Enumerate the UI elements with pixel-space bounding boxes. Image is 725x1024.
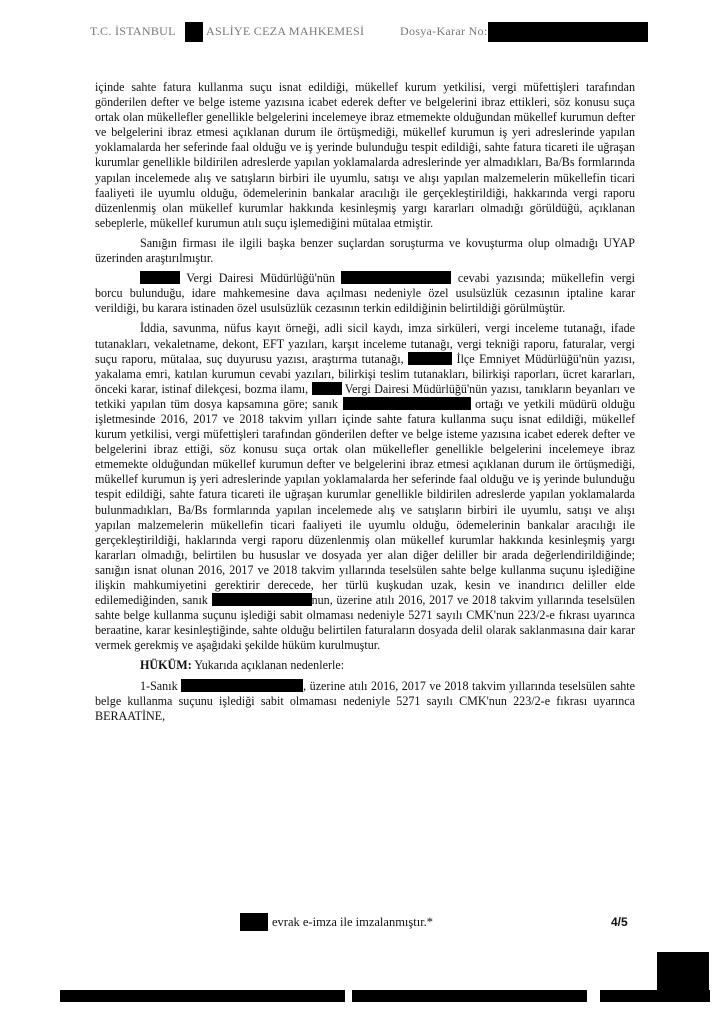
redaction-bar	[352, 990, 587, 1002]
paragraph: Sanığın firması ile ilgili başka benzer suçlardan soruşturma ve kovuşturma olup olmadığı UYAP üzerinden araştırılmıştır.	[95, 235, 635, 266]
verdict-intro: Yukarıda açıklanan nedenlerle:	[194, 658, 345, 673]
paragraph-text: ortağı ve yetkili müdürü olduğu işletmesinde 2016, 2017 ve 2018 takvim yılları içinde sahte fatura kullanma suçu isnat edildiği, mükellef kurum yetkilisi, vergi müfettişleri tarafından gönderilen defter ve belge isteme yazısına icabet ederek defter ve belgelerini ibraz ettiği, söz konusu suça ortak olan mükellefler genellikle belgelerini incelemeye ibraz etmemekte olduğundan mükellef kurumun defter ve belgelerini ibraz etmesi açıklanan durum ile örtüşmediği, mükellef kurumun iş yeri adreslerinde yapılan yoklamalarda her seferinde faal olduğu ve iş yerinde bulunduğu tespit edildiği, sahte fatura ticareti ile uğraşan kurumlar genellikle bildirilen adreslerde yapılan yoklamalarda bulunmadıkları, Ba/Bs formlarında yapılan incelemede alış ve satışların birbiri ile uyumlu, satışı ve alışı yapılan malzemelerin mükellefin ticari faaliyeti ile uyumlu olduğu, ödemelerinin bankalar aracılığı ile gerçekleştirildiği, haklarında vergi raporu düzenlenmiş olan mükellef kurumlar hakkında kesinleşmiş yargı kararları olmadığı, belirtilen bu hususlar ve dosyada yer alan diğer deliller bir arada değerlendirildiğinde; sanığın isnat olunan 2016, 2017 ve 2018 takvim yıllarında teselsülen sahte belge kullanma suçunu işlediğine ilişkin mahkumiyetini gerektirir derecede, her türlü kuşkudan uzak, kesin ve inandırıcı deliller elde edilemediğinden, sanık	[95, 396, 636, 608]
paragraph-text: İddia, savunma, nüfus kayıt örneği, adli sicil kaydı, imza sirküleri, vergi inceleme tutanağı, ifade tutanakları, vekaletname, dekont, EFT yazıları, karşıt inceleme tutanağı, vergi tekniği raporu, faturalar, vergi suçu raporu, mütalaa, suç duyurusu yazısı, araştırma tutanağı,	[95, 321, 635, 366]
redaction-bar	[343, 397, 471, 410]
redaction-bar	[240, 913, 268, 931]
file-number-label: Dosya-Karar No:	[400, 24, 488, 38]
redaction-bar	[341, 271, 451, 284]
paragraph-text: cevabi yazısında; mükellefin vergi borcu bulunduğu, idare mahkemesine dava açılması nedeniyle özel usulsüzlük cezasının iptaline karar verildiği, bu karara istinaden özel usulsüzlük cezasının terkin edildiğinin belirtildiği görülmüştür.	[95, 271, 635, 316]
paragraph-text: Vergi Dairesi Müdürlüğü'nün yazısı, tanıkların beyanları ve tetkiki yapılan tüm dosya kapsamına göre; sanık	[95, 381, 635, 411]
redaction-bar	[212, 593, 312, 606]
verdict-item	[95, 679, 635, 724]
paragraph: içinde sahte fatura kullanma suçu isnat edildiği, mükellef kurum yetkilisi, vergi müfettişleri tarafından gönderilen defter ve belge isteme yazısına icabet ederek defter ve belgelerini ibraz ettikleri, söz konusu suça ortak olan mükellefler genellikle belgelerini incelemeye ibraz etmemekte olduğundan mükellef kurumun defter ve belgelerini ibraz etmesi açıklanan durum ile örtüşmediği, mükellef kurumun iş yeri adreslerinde yapılan yoklamalarda her seferinde faal olduğu ve iş yerinde bulunduğu tespit edildiği, sahte fatura ticareti ile uğraşan kurumlar genellikle bildirilen adreslerde yapılan yoklamalarda adreslerinde yer almadıkları, Ba/Bs formlarında yapılan incelemede alış ve satışların birbiri ile uyumlu, satışı ve alışı yapılan malzemelerin mükellefin ticari faaliyeti ile uyumlu olduğu, ödemelerinin bankalar aracılığı ile gerçekleştirildiği, hakkarında vergi raporu düzenlenmiş olan mükellef kurumlar hakkında kesinleşmiş yargı kararları olmadığı görüldüğü, açıklanan sebeplerle, mükellef kurumun atılı suçu işlemediğini mütalaa etmiştir.	[95, 80, 635, 230]
paragraph-text: , üzerine atılı 2016, 2017 ve 2018 takvim yıllarında teselsülen sahte belge kullanma suçunu işlediği sabit olmaması nedeniyle 5271 sayılı CMK'nun 223/2-e fıkrası uyarınca BERAATİNE,	[95, 678, 635, 723]
paragraph-text: 1-Sanık	[140, 678, 178, 693]
redaction-bar	[60, 990, 345, 1002]
paragraph	[95, 321, 635, 653]
redaction-bar	[600, 990, 710, 1002]
court-name-prefix: T.C. İSTANBUL	[90, 24, 176, 38]
page-footer	[0, 913, 725, 933]
redaction-block	[657, 952, 709, 992]
redaction-bar	[140, 271, 180, 284]
e-signature-note: evrak e-imza ile imzalanmıştır.*	[272, 915, 434, 929]
paragraph	[95, 271, 635, 316]
page-header	[90, 22, 650, 42]
redaction-bar	[408, 352, 452, 365]
redaction-bar	[185, 22, 203, 42]
paragraph-text: Vergi Dairesi Müdürlüğü'nün	[186, 271, 335, 286]
court-name-suffix: ASLİYE CEZA MAHKEMESİ	[206, 24, 365, 38]
redaction-bar	[312, 382, 342, 395]
verdict-label: HÜKÜM:	[140, 658, 192, 673]
page-number: 4/5	[611, 915, 628, 929]
verdict-heading	[95, 658, 635, 673]
paragraph-text: İlçe Emniyet Müdürlüğü'nün yazısı, yakalama emri, katılan kurumun cevabi yazıları, bilirkişi teslim tutanakları, bilirkişi raporları, ücret kararları, önceki karar, istinaf dilekçesi, bozma ilamı,	[95, 351, 635, 396]
document-body	[95, 80, 635, 729]
paragraph-text: nun, üzerine atılı 2016, 2017 ve 2018 takvim yıllarında teselsülen sahte belge kullanma suçunu işlediği sabit olmaması nedeniyle 5271 sayılı CMK'nun 223/2-e fıkrası uyarınca beraatine, karar kesinleştiğinde, sahte olduğu belirtilen faturaların dosyada delil olarak saklanmasına dair karar vermek gerekmiş ve aşağıdaki şekilde hüküm kurulmuştur.	[95, 593, 635, 653]
redaction-bar	[181, 679, 303, 692]
redaction-bar	[488, 22, 648, 42]
